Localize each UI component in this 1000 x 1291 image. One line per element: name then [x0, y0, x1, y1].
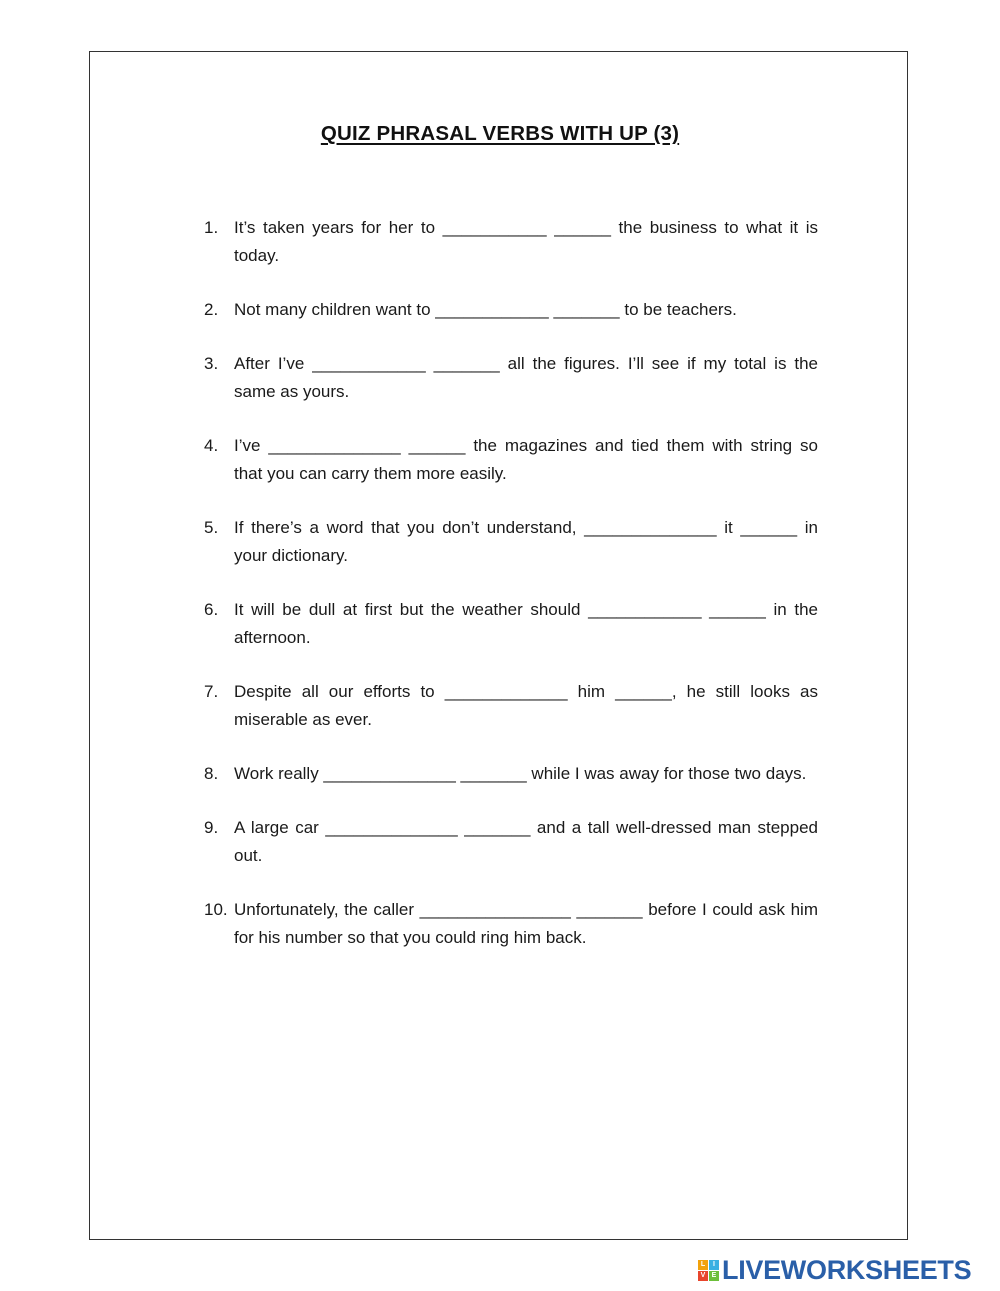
- question-item: [204, 760, 818, 788]
- question-text: It’s taken years for her to ___________ ______ the business to what it is today.: [234, 218, 818, 265]
- question-number: 9.: [204, 818, 219, 837]
- liveworksheets-logo: [698, 1256, 971, 1284]
- logo-block: L: [698, 1260, 708, 1270]
- logo-block: E: [709, 1271, 719, 1281]
- question-text: Not many children want to ____________ _______ to be teachers.: [234, 300, 737, 319]
- question-item: [204, 596, 818, 652]
- question-number: 3.: [204, 354, 219, 373]
- question-text: Work really ______________ _______ while I was away for those two days.: [234, 764, 807, 783]
- question-number: 8.: [204, 764, 219, 783]
- question-text: Despite all our efforts to _____________ him ______, he still looks as miserable as ever.: [234, 682, 818, 729]
- question-text: A large car ______________ _______ and a tall well-dressed man stepped out.: [234, 818, 818, 865]
- question-number: 7.: [204, 682, 219, 701]
- question-item: [204, 432, 818, 488]
- question-item: [204, 514, 818, 570]
- question-item: [204, 678, 818, 734]
- question-text: I’ve ______________ ______ the magazines and tied them with string so that you can carry them more easily.: [234, 436, 818, 483]
- page-title: QUIZ PHRASAL VERBS WITH UP (3): [320, 122, 680, 145]
- question-item: [204, 814, 818, 870]
- logo-text: LIVEWORKSHEETS: [722, 1254, 972, 1285]
- question-text: If there’s a word that you don’t understand, ______________ it ______ in your dictionary.: [234, 518, 818, 565]
- question-list: [204, 214, 818, 978]
- question-item: [204, 296, 818, 324]
- logo-block: V: [698, 1271, 708, 1281]
- question-item: [204, 350, 818, 406]
- question-text: It will be dull at first but the weather should ____________ ______ in the afternoon.: [234, 600, 818, 647]
- question-number: 2.: [204, 300, 219, 319]
- question-number: 5.: [204, 518, 219, 537]
- question-number: 6.: [204, 600, 219, 619]
- question-item: [204, 896, 818, 952]
- question-item: [204, 214, 818, 270]
- question-text: Unfortunately, the caller ________________ _______ before I could ask him for his number so that you could ring him back.: [234, 900, 818, 947]
- question-text: After I’ve ____________ _______ all the figures. I’ll see if my total is the same as yours.: [234, 354, 818, 401]
- question-number: 1.: [204, 218, 219, 237]
- question-number: 10.: [204, 900, 228, 919]
- logo-blocks-icon: [698, 1260, 719, 1281]
- question-number: 4.: [204, 436, 219, 455]
- logo-block: I: [709, 1260, 719, 1270]
